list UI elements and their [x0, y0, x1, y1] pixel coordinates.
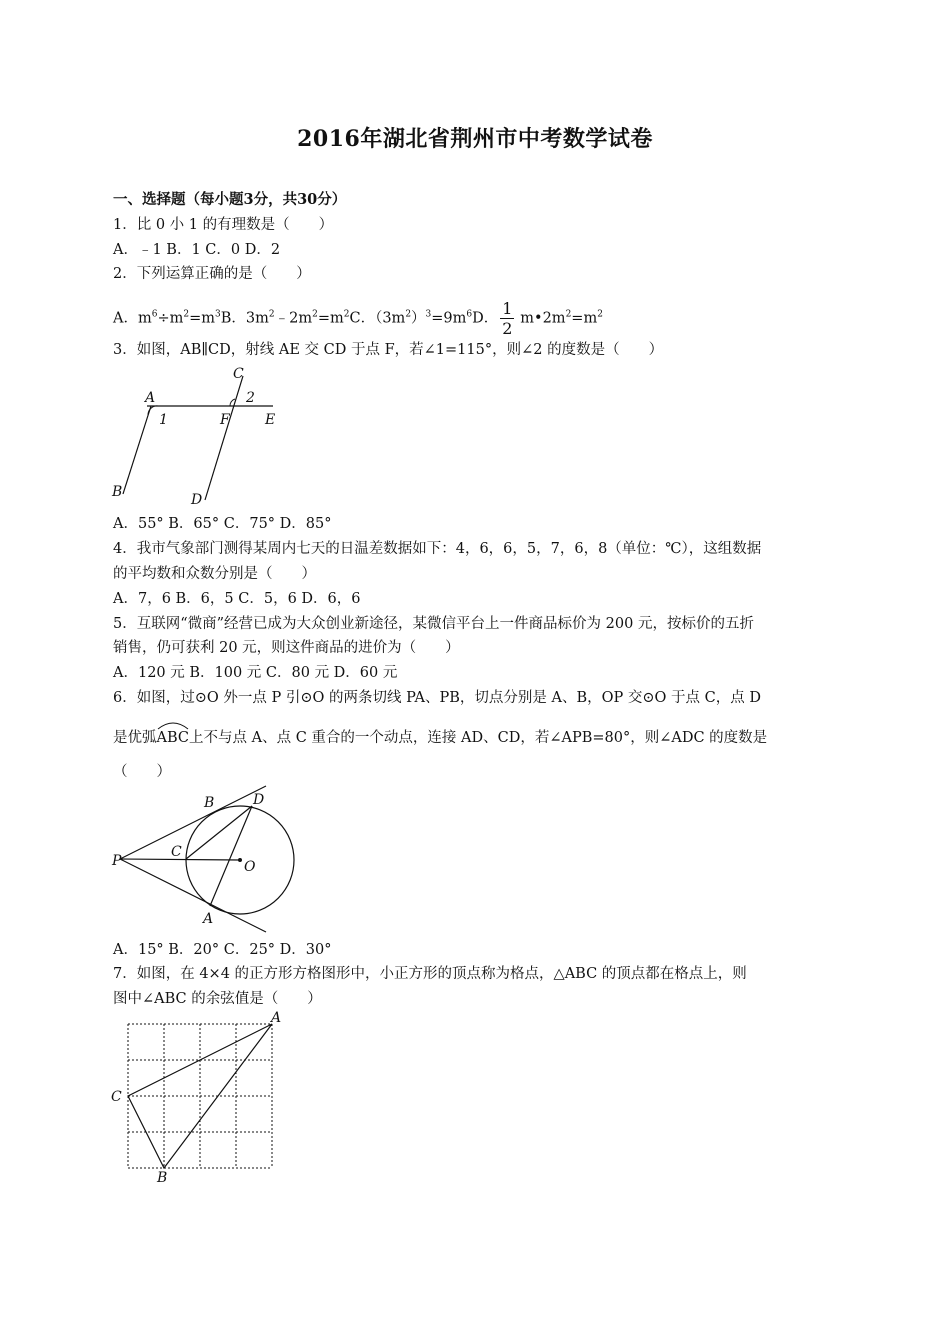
q3-options: A．55° B．65° C．75° D．85° — [113, 516, 332, 532]
q4-line2: 的平均数和众数分别是（ ） — [113, 566, 316, 582]
q1-options: A．﹣1 B．1 C．0 D．2 — [113, 242, 281, 258]
q5-line1: 5．互联网“微商”经营已成为大众创业新途径，某微信平台上一件商品标价为 200 元，按标价的五折 — [113, 616, 754, 632]
q6-line1: 6．如图，过⊙O 外一点 P 引⊙O 的两条切线 PA、PB，切点分别是 A、B，OP 交⊙O 于点 C，点 D — [113, 690, 761, 706]
label-B: B — [112, 484, 123, 500]
label-B6: B — [204, 795, 215, 811]
q7-line2: 图中∠ABC 的余弦值是（ ） — [113, 991, 322, 1007]
fraction-half: $\frac{1}{2}$ — [502, 299, 513, 338]
q7-figure — [108, 1010, 288, 1185]
arc-abc: ABC — [157, 728, 190, 748]
q7-line1: 7．如图，在 4×4 的正方形方格图形中，小正方形的顶点称为格点，△ABC 的顶点都在格点上，则 — [113, 966, 747, 982]
q6-line3: （ ） — [113, 764, 171, 780]
q6-line2: 是优弧 ABC上不与点 A、点 C 重合的一个动点，连接 AD、CD，若∠APB=80°，则∠ADC 的度数是 — [113, 728, 767, 748]
label-E: E — [265, 412, 276, 428]
label-C6: C — [171, 844, 182, 860]
section-heading: 一、选择题（每小题3分，共30分） — [113, 191, 347, 208]
label-O: O — [244, 859, 256, 875]
label-1: 1 — [159, 412, 168, 428]
q3-figure — [105, 362, 305, 512]
q5-line2: 销售，仍可获利 20 元，则这件商品的进价为（ ） — [113, 640, 460, 656]
label-F: F — [220, 412, 230, 428]
label-C7: C — [111, 1089, 122, 1105]
label-A6: A — [203, 911, 214, 927]
label-A: A — [145, 390, 156, 406]
page-title: 2016年湖北省荆州市中考数学试卷 — [297, 126, 653, 152]
label-A7: A — [271, 1010, 282, 1026]
q1-stem: 1．比 0 小 1 的有理数是（ ） — [113, 217, 334, 233]
q6-figure — [108, 788, 308, 938]
label-2: 2 — [246, 390, 255, 406]
label-P: P — [112, 853, 122, 869]
label-C: C — [233, 366, 244, 382]
q3-stem: 3．如图，AB∥CD，射线 AE 交 CD 于点 F，若∠1=115°，则∠2 的度数是（ ） — [113, 342, 664, 358]
q4-options: A．7，6 B．6，5 C．5，6 D．6，6 — [113, 591, 361, 607]
q2-options: A．$m^6\div m^2=m^3B$．$3m^2﹣2m^2=m^2C$．$(3m^2)^3=9m^6D$． $\frac{1}{2}$ $m•2m^2=m^2$ — [113, 299, 603, 338]
q6-options: A．15° B．20° C．25° D．30° — [113, 942, 332, 958]
label-D: D — [191, 492, 203, 508]
label-B7: B — [157, 1170, 168, 1186]
q2-stem: 2．下列运算正确的是（ ） — [113, 266, 311, 282]
q4-line1: 4．我市气象部门测得某周内七天的日温差数据如下：4，6，6，5，7，6，8（单位：℃），这组数据 — [113, 541, 762, 557]
q5-options: A．120 元 B．100 元 C．80 元 D．60 元 — [113, 665, 398, 681]
label-D6: D — [253, 792, 265, 808]
